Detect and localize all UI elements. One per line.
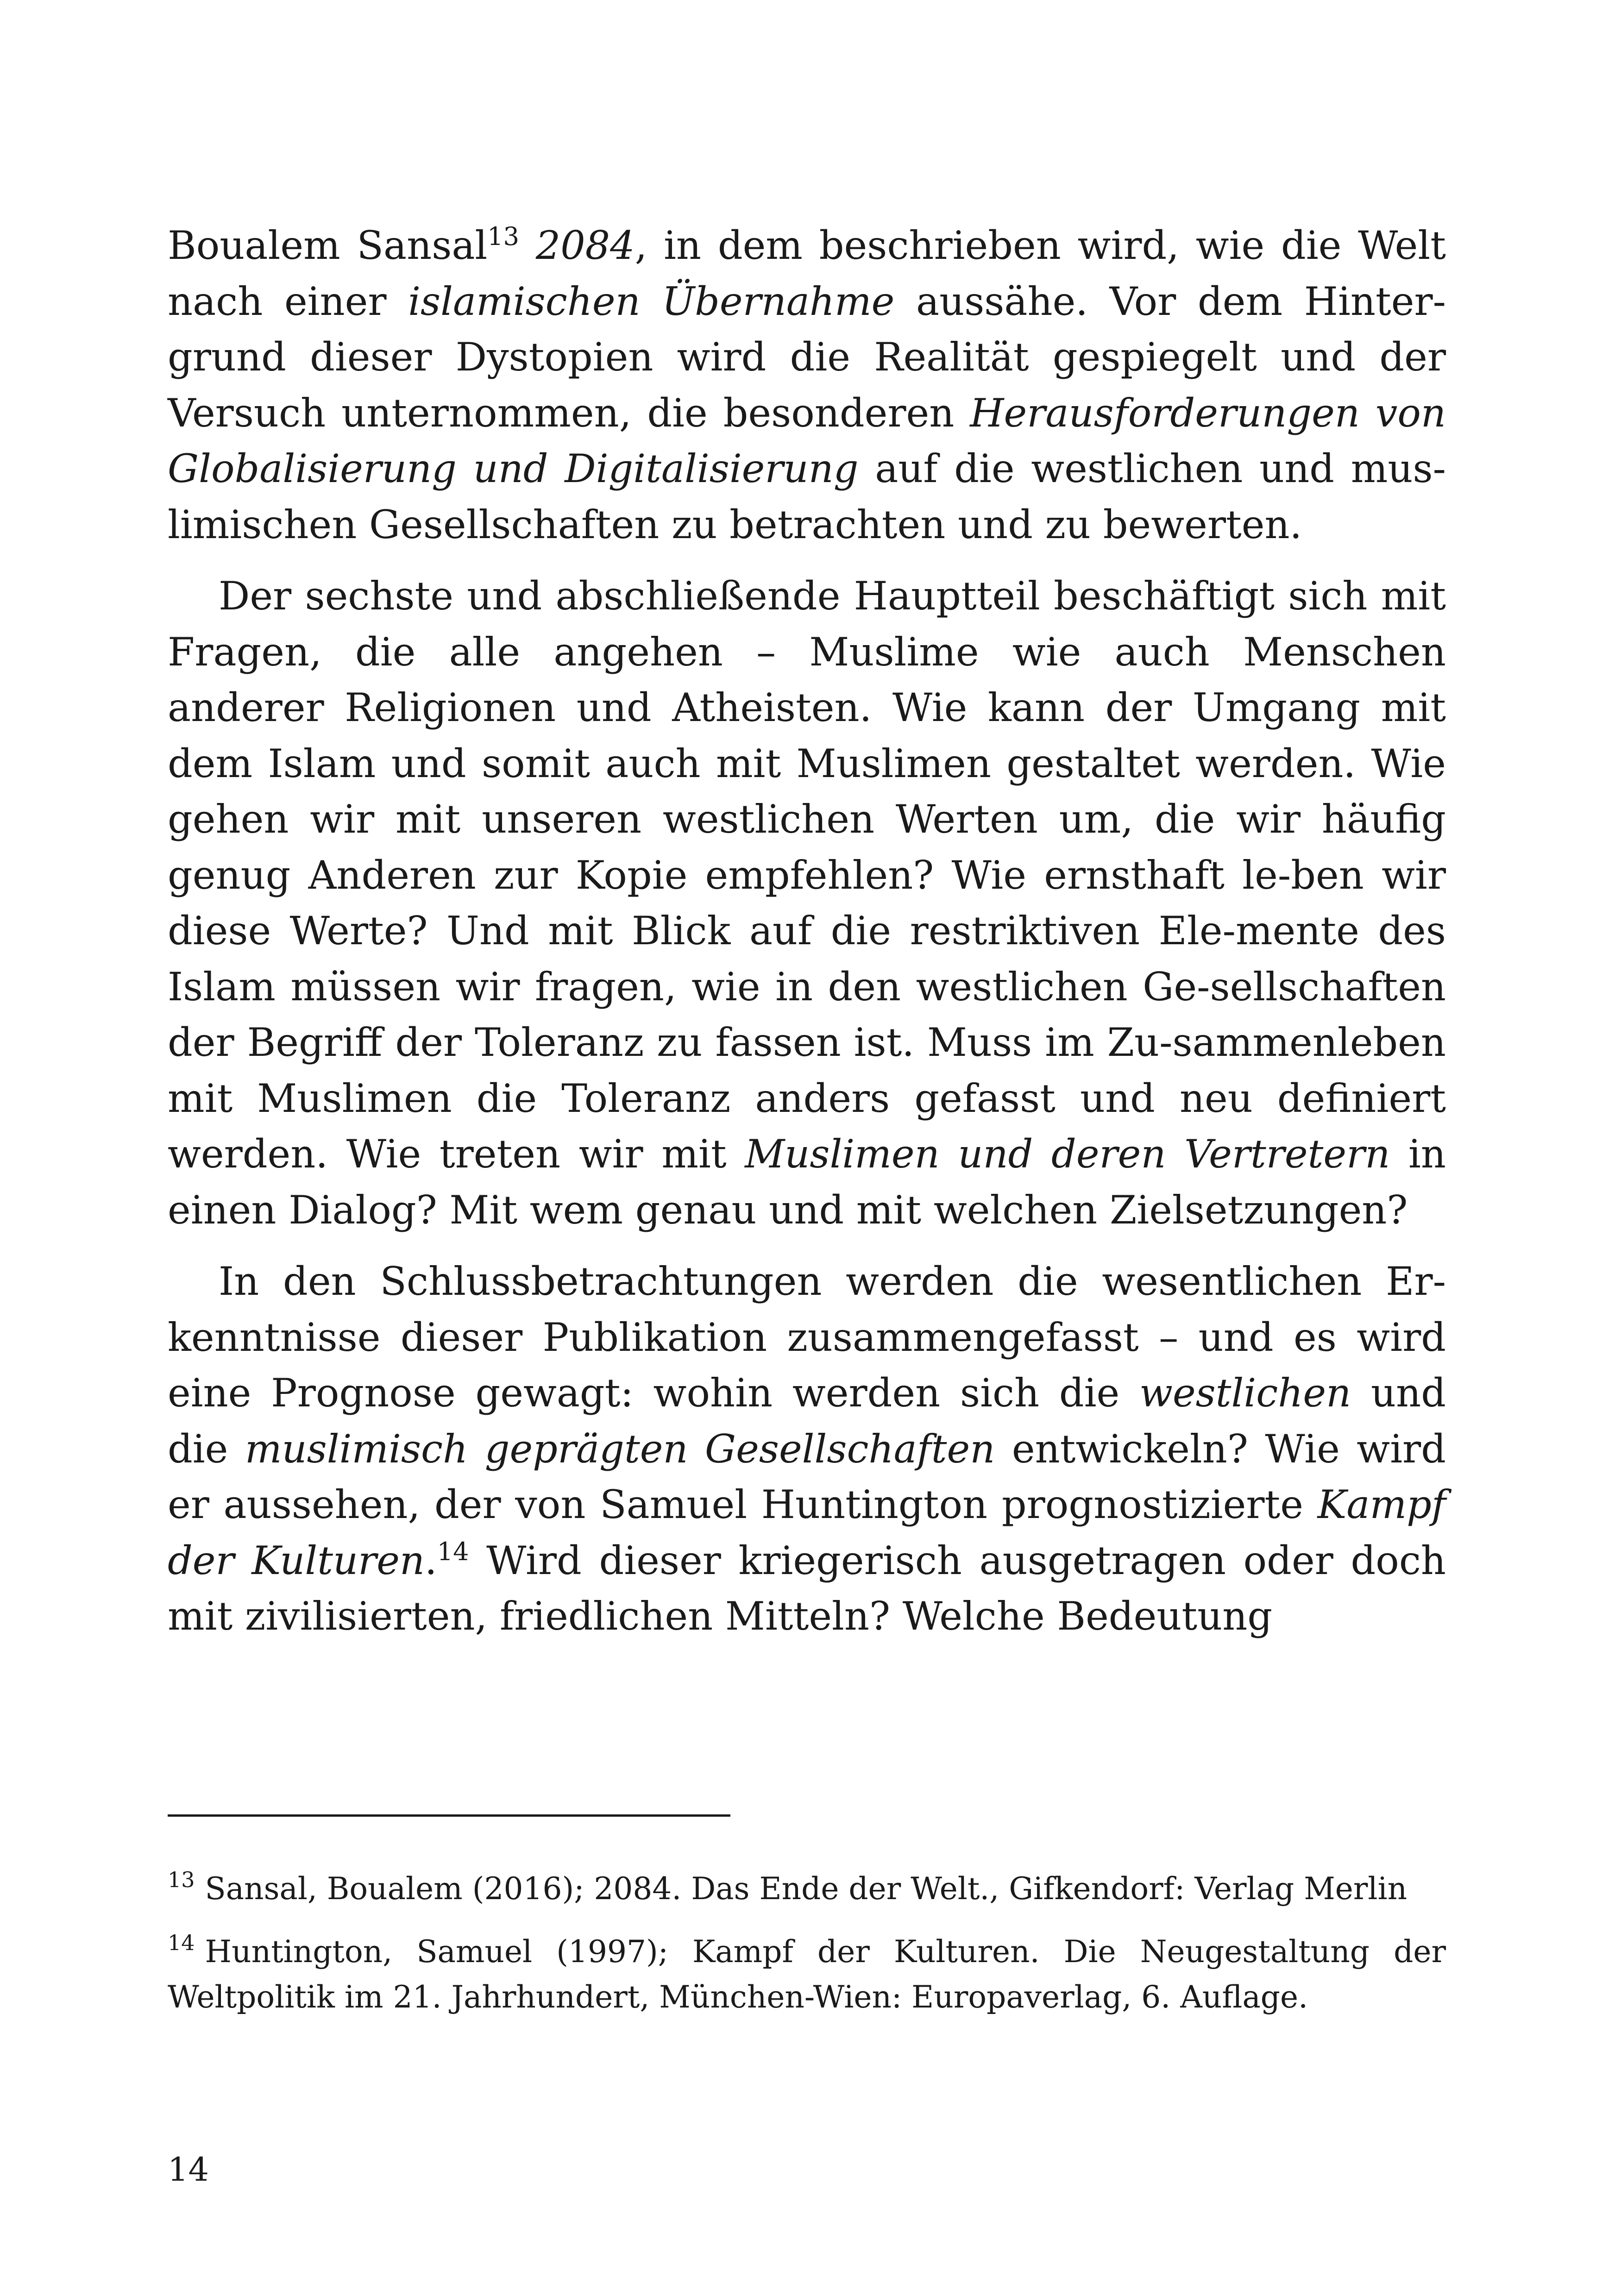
text-run: entwickeln? Wie wird er aussehen, der von Samuel Huntington prognostizierte bbox=[168, 1426, 1446, 1527]
footnotes bbox=[168, 1866, 1446, 2020]
italic-run: Kampf der Kulturen bbox=[168, 1482, 1446, 1583]
footnote-14 bbox=[168, 1929, 1446, 2020]
footnote-text: Sansal, Boualem (2016); 2084. Das Ende der Welt., Gifkendorf: Verlag Merlin bbox=[205, 1871, 1407, 1907]
footnote-number: 14 bbox=[168, 1930, 195, 1955]
italic-run: Muslimen und deren Vertretern bbox=[745, 1131, 1390, 1177]
footnote-13 bbox=[168, 1866, 1446, 1912]
footnote-separator bbox=[168, 1814, 730, 1817]
footnote-reference-13: 13 bbox=[487, 222, 519, 251]
italic-run: 2084 bbox=[535, 223, 635, 268]
footnote-number: 13 bbox=[168, 1867, 195, 1892]
text-run: in einen Dialog? Mit wem genau und mit welchen Zielsetzungen? bbox=[168, 1131, 1446, 1233]
footnote-text: Huntington, Samuel (1997); Kampf der Kulturen. Die Neugestaltung der Weltpolitik im 21. Jahrhundert, München-Wien: Europaverlag, 6. Auflage. bbox=[168, 1934, 1446, 2015]
paragraph-3 bbox=[168, 1254, 1446, 1644]
text-run: und die bbox=[168, 1370, 1446, 1472]
text-run: . bbox=[425, 1537, 437, 1583]
footnote-reference-14: 14 bbox=[437, 1537, 469, 1566]
page-number: 14 bbox=[168, 2151, 209, 2189]
text-run: Boualem Sansal bbox=[168, 223, 488, 268]
text-run: aussähe. Vor dem Hinter-grund dieser Dystopien wird die Realität gespiegelt und der Versuch unternommen, die besonderen bbox=[168, 278, 1446, 436]
italic-run: westlichen bbox=[1139, 1370, 1351, 1416]
text-run: , in dem beschrieben wird, wie die Welt nach einer bbox=[168, 223, 1446, 324]
italic-run: muslimisch geprägten Gesellschaften bbox=[245, 1426, 995, 1472]
paragraph-1 bbox=[168, 218, 1446, 552]
text-run: auf die westlichen und mus-limischen Gesellschaften zu betrachten und zu bewerten. bbox=[168, 446, 1446, 547]
text-run: In den Schlussbetrachtungen werden die wesentlichen Er-kenntnisse dieser Publikation zusammengefasst – und es wird eine Prognose gewagt: wohin werden sich die bbox=[168, 1259, 1446, 1416]
text-run bbox=[519, 223, 536, 268]
body-text bbox=[168, 218, 1446, 1644]
italic-run: Herausforderungen von Globalisierung und Digitalisierung bbox=[168, 390, 1446, 491]
italic-run: islamischen Übernahme bbox=[408, 278, 895, 324]
text-run: Der sechste und abschließende Hauptteil beschäftigt sich mit Fragen, die alle angehen – Muslime wie auch Menschen anderer Religionen und Atheisten. Wie kann der Umgang mit dem Islam und somit auch mit Muslimen gestaltet werden. Wie gehen wir mit unseren westlichen Werten um, die wir häufig genug Anderen zur Kopie empfehlen? Wie ernsthaft le-ben wir diese Werte? Und mit Blick auf die restriktiven Ele-mente des Islam müssen wir fragen, wie in den westlichen Ge-sellschaften der Begriff der Toleranz zu fassen ist. Muss im Zu-sammenleben mit Muslimen die Toleranz anders gefasst und neu definiert werden. Wie treten wir mit bbox=[168, 573, 1446, 1177]
paragraph-2 bbox=[168, 568, 1446, 1238]
text-run: Wird dieser kriegerisch ausgetragen oder doch mit zivilisierten, friedlichen Mitteln? Welche Bedeutung bbox=[168, 1537, 1446, 1639]
